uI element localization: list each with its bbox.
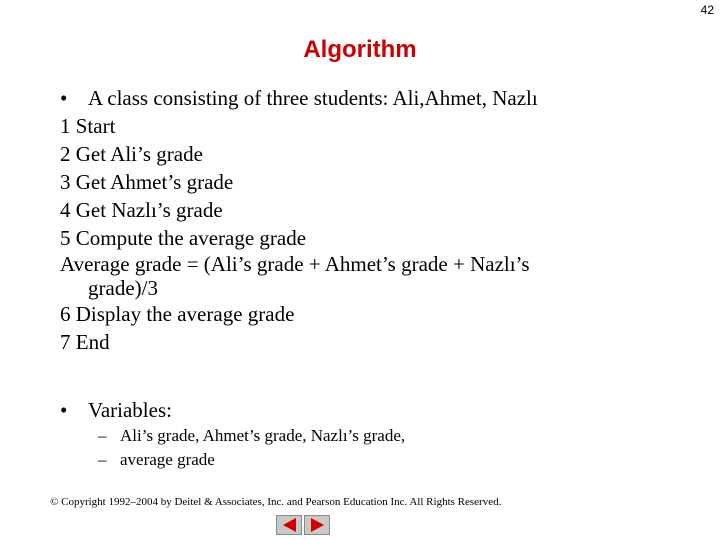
variables-label: Variables:: [88, 398, 172, 422]
previous-slide-button[interactable]: [276, 515, 302, 535]
variables-item-text: Ali’s grade, Ahmet’s grade, Nazlı’s grade,: [120, 426, 406, 445]
bullet-text: A class consisting of three students: Ali,Ahmet, Nazlı: [88, 86, 538, 110]
dash-mark: –: [98, 426, 107, 445]
algorithm-body: [60, 84, 680, 356]
slide-navigation: [276, 515, 330, 535]
formula-line-2: grade)/3: [88, 276, 158, 300]
variables-item: [98, 448, 405, 472]
formula-line-1: Average grade = (Ali’s grade + Ahmet’s grade + Nazlı’s: [60, 252, 530, 276]
triangle-left-icon: [283, 518, 296, 532]
slide-title: Algorithm: [303, 36, 417, 63]
step-2: 2 Get Ali’s grade: [60, 142, 203, 166]
bullet-item: [60, 84, 680, 112]
variables-item: [98, 424, 405, 448]
step-1: 1 Start: [60, 114, 116, 138]
dash-mark: –: [98, 450, 107, 469]
step-7: 7 End: [60, 330, 110, 354]
variables-heading: [60, 396, 172, 424]
step-3: 3 Get Ahmet’s grade: [60, 170, 234, 194]
bullet-mark: •: [60, 398, 68, 422]
copyright-notice: © Copyright 1992–2004 by Deitel & Associates, Inc. and Pearson Education Inc. All Rights Reserved.: [50, 496, 502, 508]
variables-item-text: average grade: [120, 450, 215, 469]
bullet-mark: •: [60, 86, 68, 110]
step-5: 5 Compute the average grade: [60, 226, 307, 250]
next-slide-button[interactable]: [304, 515, 330, 535]
step-6: 6 Display the average grade: [60, 302, 295, 326]
step-4: 4 Get Nazlı’s grade: [60, 198, 223, 222]
triangle-right-icon: [311, 518, 324, 532]
variables-list: [98, 424, 405, 472]
page-number: 42: [700, 3, 714, 17]
